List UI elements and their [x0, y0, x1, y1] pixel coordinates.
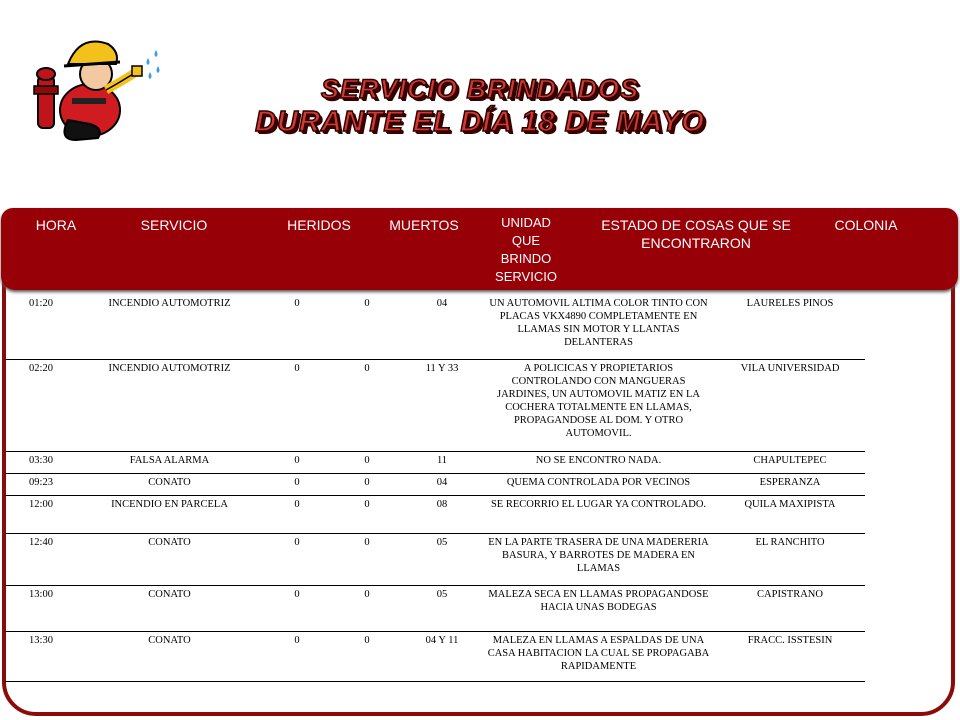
cell-muertos: 0	[332, 631, 402, 681]
table-row	[5, 495, 865, 533]
services-table	[5, 295, 865, 682]
cell-estado: NO SE ENCONTRO NADA.	[482, 451, 715, 473]
cell-hora: 13:00	[5, 585, 77, 631]
cell-servicio: CONATO	[77, 533, 262, 585]
cell-unidad: 04 Y 11	[402, 631, 482, 681]
table-row	[5, 473, 865, 495]
cell-muertos: 0	[332, 533, 402, 585]
header-colonia: COLONIA	[834, 217, 898, 233]
cell-colonia: QUILA MAXIPISTA	[715, 495, 865, 533]
cell-muertos: 0	[332, 585, 402, 631]
cell-colonia: FRACC. ISSTESIN	[715, 631, 865, 681]
cell-heridos: 0	[262, 585, 332, 631]
table-row	[5, 359, 865, 451]
cell-estado: EN LA PARTE TRASERA DE UNA MADERERIA BASURA, Y BARROTES DE MADERA EN LLAMAS	[482, 533, 715, 585]
cell-heridos: 0	[262, 295, 332, 359]
cell-heridos: 0	[262, 473, 332, 495]
cell-heridos: 0	[262, 495, 332, 533]
cell-hora: 12:40	[5, 533, 77, 585]
table-row	[5, 585, 865, 631]
cell-unidad: 08	[402, 495, 482, 533]
cell-heridos: 0	[262, 533, 332, 585]
header-unidad: UNIDAD QUE BRINDO SERVICIO	[495, 215, 557, 284]
cell-servicio: CONATO	[77, 473, 262, 495]
cell-colonia: CHAPULTEPEC	[715, 451, 865, 473]
cell-muertos: 0	[332, 295, 402, 359]
table-row	[5, 533, 865, 585]
cell-servicio: CONATO	[77, 631, 262, 681]
cell-muertos: 0	[332, 495, 402, 533]
cell-servicio: CONATO	[77, 585, 262, 631]
cell-hora: 13:30	[5, 631, 77, 681]
cell-colonia: ESPERANZA	[715, 473, 865, 495]
title-line-2: DURANTE EL DÍA 18 DE MAYO	[255, 106, 705, 138]
cell-heridos: 0	[262, 451, 332, 473]
title-line-1: SERVICIO BRINDADOS	[320, 74, 640, 104]
cell-unidad: 04	[402, 295, 482, 359]
cell-colonia: VILA UNIVERSIDAD	[715, 359, 865, 451]
table-row	[5, 451, 865, 473]
header-servicio: SERVICIO	[140, 217, 208, 233]
cell-servicio: INCENDIO AUTOMOTRIZ	[77, 295, 262, 359]
cell-estado: A POLICICAS Y PROPIETARIOS CONTROLANDO CON MANGUERAS JARDINES, UN AUTOMOVIL MATIZ EN LA COCHERA TOTALMENTE EN LLAMAS, PROPAGANDOSE AL DOM. Y OTRO AUTOMOVIL.	[482, 359, 715, 451]
cell-muertos: 0	[332, 451, 402, 473]
cell-estado: MALEZA EN LLAMAS A ESPALDAS DE UNA CASA HABITACION LA CUAL SE PROPAGABA RAPIDAMENTE	[482, 631, 715, 681]
header-estado: ESTADO DE COSAS QUE SE ENCONTRARON	[601, 217, 791, 251]
cell-estado: UN AUTOMOVIL ALTIMA COLOR TINTO CON PLACAS VKX4890 COMPLETAMENTE EN LLAMAS SIN MOTOR Y LLANTAS DELANTERAS	[482, 295, 715, 359]
cell-estado: QUEMA CONTROLADA POR VECINOS	[482, 473, 715, 495]
cell-servicio: INCENDIO AUTOMOTRIZ	[77, 359, 262, 451]
cell-unidad: 05	[402, 585, 482, 631]
cell-estado: MALEZA SECA EN LLAMAS PROPAGANDOSE HACIA UNAS BODEGAS	[482, 585, 715, 631]
cell-hora: 03:30	[5, 451, 77, 473]
cell-heridos: 0	[262, 631, 332, 681]
table-row	[5, 295, 865, 359]
cell-heridos: 0	[262, 359, 332, 451]
cell-servicio: INCENDIO EN PARCELA	[77, 495, 262, 533]
header-hora: HORA	[35, 217, 77, 233]
cell-muertos: 0	[332, 359, 402, 451]
cell-hora: 09:23	[5, 473, 77, 495]
cell-unidad: 04	[402, 473, 482, 495]
cell-hora: 02:20	[5, 359, 77, 451]
cell-unidad: 05	[402, 533, 482, 585]
cell-colonia: CAPISTRANO	[715, 585, 865, 631]
cell-unidad: 11 Y 33	[402, 359, 482, 451]
table-row	[5, 631, 865, 681]
cell-colonia: EL RANCHITO	[715, 533, 865, 585]
table-header	[1, 208, 958, 290]
cell-hora: 01:20	[5, 295, 77, 359]
cell-estado: SE RECORRIO EL LUGAR YA CONTROLADO.	[482, 495, 715, 533]
header-heridos: HERIDOS	[287, 217, 351, 233]
cell-muertos: 0	[332, 473, 402, 495]
header-muertos: MUERTOS	[389, 217, 459, 233]
cell-unidad: 11	[402, 451, 482, 473]
cell-hora: 12:00	[5, 495, 77, 533]
cell-colonia: LAURELES PINOS	[715, 295, 865, 359]
cell-servicio: FALSA ALARMA	[77, 451, 262, 473]
